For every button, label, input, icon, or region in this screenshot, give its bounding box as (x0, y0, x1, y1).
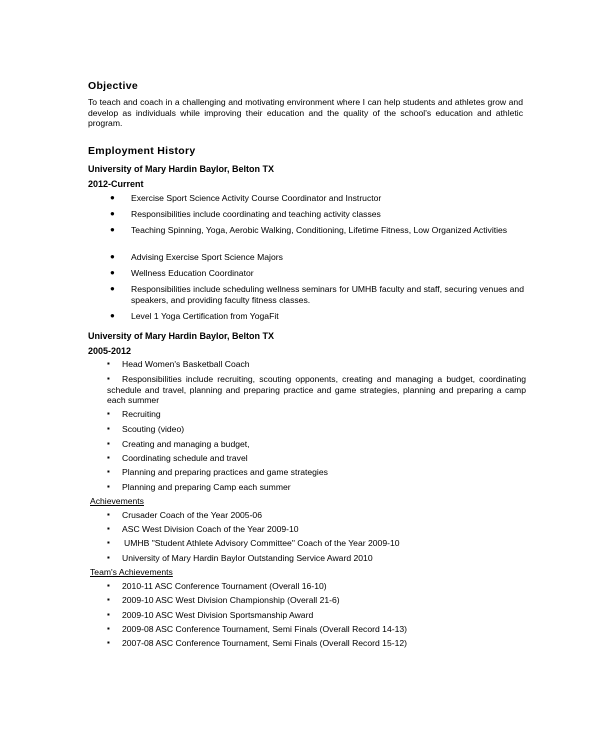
bullet-icon: ▪ (107, 482, 110, 491)
bullet-icon: ● (110, 284, 115, 293)
bullet-icon: ● (110, 209, 115, 218)
list-item: ● Responsibilities include coordinating and teaching activity classes (110, 209, 381, 219)
list-item: ▪ Planning and preparing Camp each summer (107, 482, 291, 492)
list-item: ▪ Creating and managing a budget, (107, 439, 250, 449)
bullet-icon: ▪ (107, 453, 110, 462)
bullet-icon: ▪ (107, 610, 110, 619)
employment-heading: Employment History (88, 145, 196, 157)
bullet-icon: ▪ (107, 374, 110, 383)
bullet-icon: ▪ (107, 581, 110, 590)
list-item: ▪ ASC West Division Coach of the Year 2009-10 (107, 524, 299, 534)
job2-employer: University of Mary Hardin Baylor, Belton TX (88, 331, 275, 341)
list-item: ▪ University of Mary Hardin Baylor Outstanding Service Award 2010 (107, 553, 373, 563)
list-item: ▪ Recruiting (107, 409, 161, 419)
list-item: ● Teaching Spinning, Yoga, Aerobic Walking, Conditioning, Lifetime Fitness, Low Organized Activities (110, 225, 508, 235)
list-item: ▪ 2009-08 ASC Conference Tournament, Semi Finals (Overall Record 14-13) (107, 624, 408, 634)
bullet-icon: ● (110, 252, 115, 261)
bullet-icon: ● (110, 193, 115, 202)
list-item: ● Advising Exercise Sport Science Majors (110, 252, 283, 262)
achievements-heading: Achievements (90, 496, 144, 506)
list-item: ▪ 2009-10 ASC West Division Sportsmanship Award (107, 610, 314, 620)
list-item: ▪ Head Women's Basketball Coach (107, 359, 250, 369)
bullet-icon: ▪ (107, 409, 110, 418)
bullet-icon: ● (110, 225, 115, 234)
bullet-icon: ▪ (107, 424, 110, 433)
bullet-icon: ▪ (107, 510, 110, 519)
objective-heading: Objective (88, 80, 138, 92)
bullet-icon: ▪ (107, 638, 110, 647)
list-item: ▪ 2007-08 ASC Conference Tournament, Semi Finals (Overall Record 15-12) (107, 638, 408, 648)
list-item: ● Wellness Education Coordinator (110, 268, 254, 278)
list-item: ▪ 2010-11 ASC Conference Tournament (Overall 16-10) (107, 581, 327, 591)
list-item: ▪ Responsibilities include recruiting, scouting opponents, creating and managing a budget, coordinating schedule and travel, planning and preparing practice and game strategies, planning and preparing a camp each summer (107, 374, 526, 406)
team-achievements-heading: Team's Achievements (90, 567, 173, 577)
bullet-icon: ▪ (107, 553, 110, 562)
bullet-icon: ▪ (107, 624, 110, 633)
job1-dates: 2012-Current (88, 179, 144, 189)
bullet-icon: ▪ (107, 467, 110, 476)
bullet-icon: ▪ (107, 359, 110, 368)
list-item: ● Responsibilities include scheduling wellness seminars for UMHB faculty and staff, securing venues and speakers, and providing faculty fitness classes. (110, 284, 524, 305)
list-item: ▪ UMHB "Student Athlete Advisory Committee" Coach of the Year 2009-10 (107, 538, 400, 548)
list-item: ● Exercise Sport Science Activity Course Coordinator and Instructor (110, 193, 382, 203)
bullet-icon: ▪ (107, 524, 110, 533)
list-item: ▪ Coordinating schedule and travel (107, 453, 248, 463)
list-item: ● Level 1 Yoga Certification from YogaFit (110, 311, 279, 321)
objective-text: To teach and coach in a challenging and motivating environment where I can help students and athletes grow and develop as individuals while improving their education and the quality of the school's education and athletic program. (88, 97, 523, 129)
bullet-icon: ▪ (107, 439, 110, 448)
job1-employer: University of Mary Hardin Baylor, Belton TX (88, 164, 275, 174)
bullet-icon: ▪ (107, 538, 110, 547)
list-item: ▪ Crusader Coach of the Year 2005-06 (107, 510, 262, 520)
list-item: ▪ 2009-10 ASC West Division Championship (Overall 21-6) (107, 595, 340, 605)
job2-dates: 2005-2012 (88, 346, 132, 356)
bullet-icon: ● (110, 311, 115, 320)
bullet-icon: ▪ (107, 595, 110, 604)
bullet-icon: ● (110, 268, 115, 277)
list-item: ▪ Scouting (video) (107, 424, 185, 434)
list-item: ▪ Planning and preparing practices and game strategies (107, 467, 328, 477)
